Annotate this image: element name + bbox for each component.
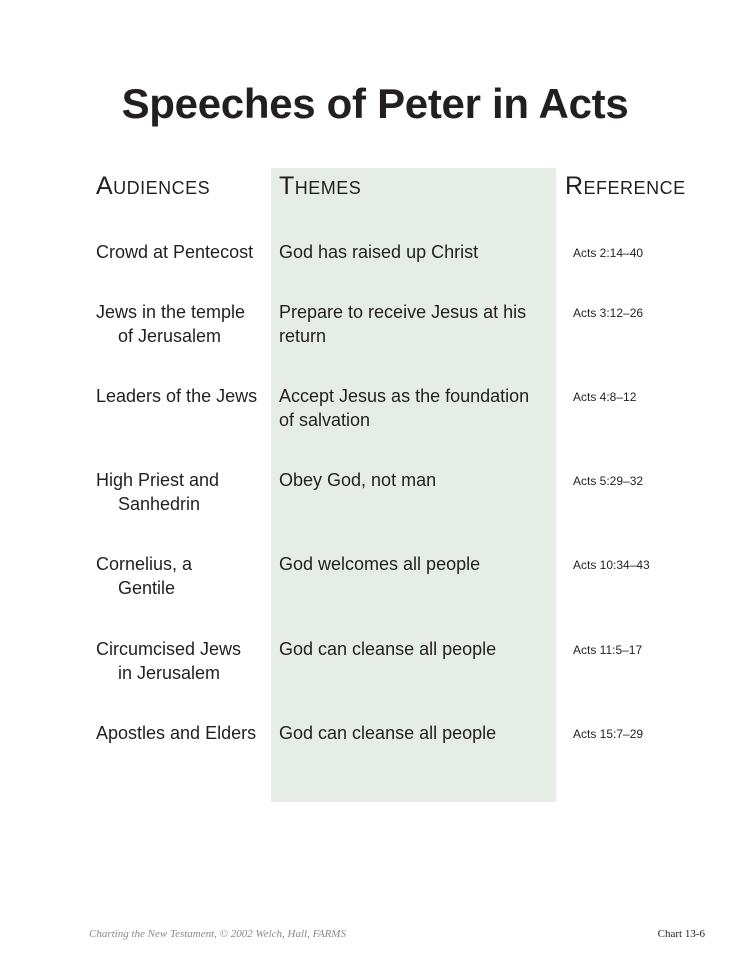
reference-cell: Acts 4:8–12	[573, 390, 637, 404]
audience-line: Jews in the temple	[96, 302, 246, 322]
reference-cell: Acts 5:29–32	[573, 474, 644, 488]
theme-cell: Accept Jesus as the foundation of salvation	[279, 386, 530, 430]
audience-cell	[96, 240, 266, 264]
audience-cell	[96, 468, 266, 516]
theme-cell: Obey God, not man	[279, 470, 437, 490]
page-title: Speeches of Peter in Acts	[121, 80, 629, 127]
audience-line-indented: Sanhedrin	[118, 494, 201, 514]
audience-cell	[96, 637, 266, 685]
audience-line-indented: of Jerusalem	[118, 326, 222, 346]
theme-cell: God can cleanse all people	[279, 723, 497, 743]
theme-cell: Prepare to receive Jesus at his return	[279, 302, 527, 346]
reference-cell: Acts 10:34–43	[573, 558, 650, 572]
reference-cell: Acts 15:7–29	[573, 727, 644, 741]
audience-line-indented: Gentile	[118, 578, 176, 598]
reference-header: Reference	[565, 172, 686, 200]
theme-cell: God can cleanse all people	[279, 639, 497, 659]
audience-line-indented: in Jerusalem	[118, 663, 221, 683]
audience-line: Crowd at Pentecost	[96, 242, 254, 262]
theme-cell: God has raised up Christ	[279, 242, 479, 262]
audience-cell	[96, 552, 266, 600]
audiences-header: Audiences	[96, 172, 211, 200]
audience-line: Apostles and Elders	[96, 723, 257, 743]
audience-cell	[96, 300, 266, 348]
reference-cell: Acts 3:12–26	[573, 306, 644, 320]
footer-source: Charting the New Testament, © 2002 Welch, Hall, FARMS	[89, 928, 346, 940]
audience-cell	[96, 721, 266, 745]
reference-cell: Acts 2:14–40	[573, 246, 644, 260]
audience-line: Cornelius, a	[96, 554, 193, 574]
themes-header: Themes	[279, 172, 362, 200]
audience-cell	[96, 384, 266, 408]
audience-line: High Priest and	[96, 470, 220, 490]
theme-cell: God welcomes all people	[279, 554, 481, 574]
audience-line: Circumcised Jews	[96, 639, 242, 659]
audience-line: Leaders of the Jews	[96, 386, 258, 406]
reference-cell: Acts 11:5–17	[573, 643, 643, 657]
footer-chart-number: Chart 13-6	[657, 928, 705, 940]
